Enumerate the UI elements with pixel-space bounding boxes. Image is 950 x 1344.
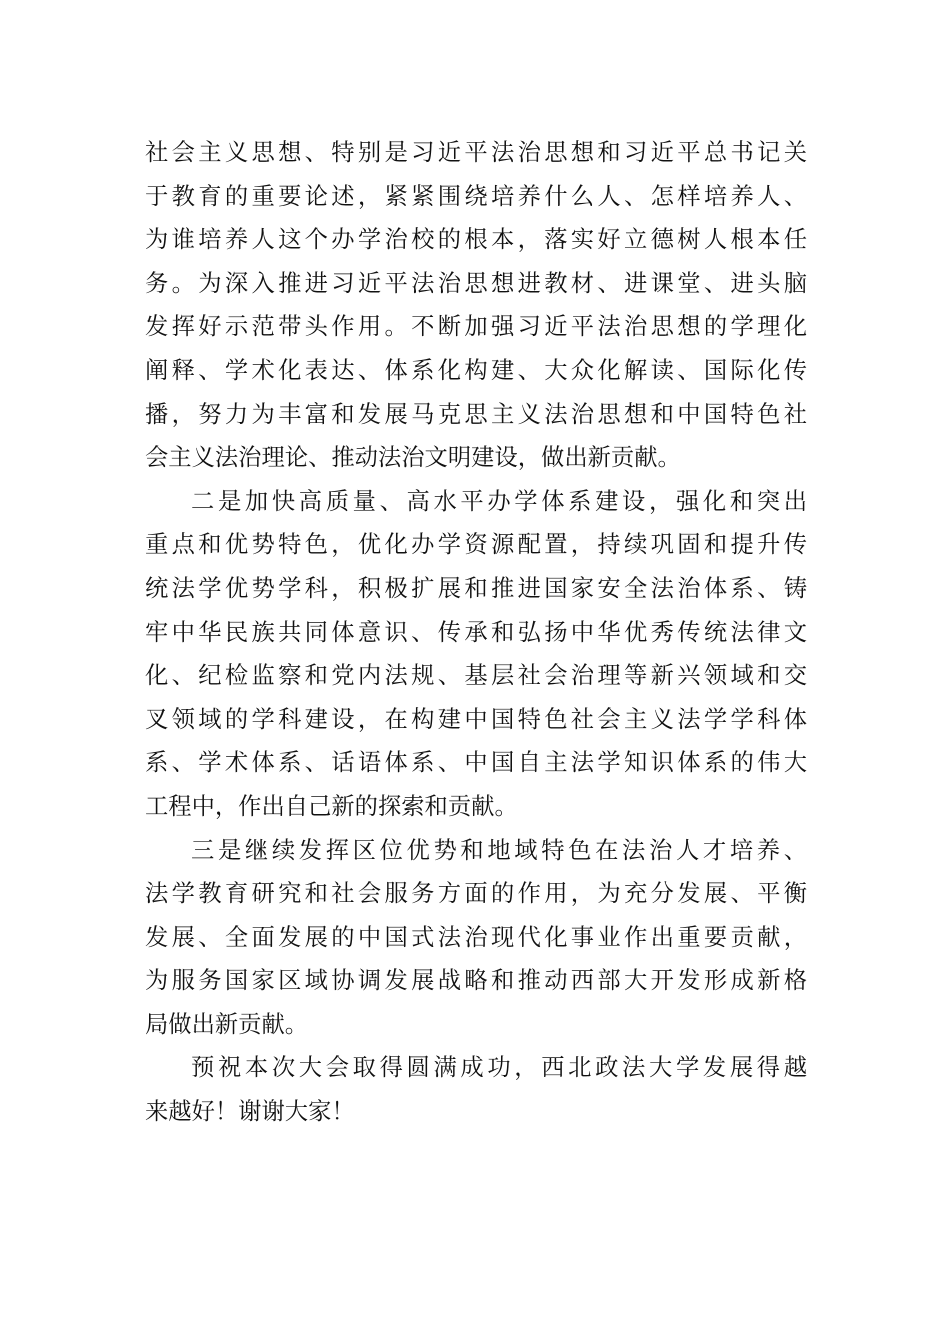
paragraph-line: 来越好！谢谢大家！	[145, 1098, 355, 1126]
paragraph-3	[145, 829, 807, 1047]
paragraph-line: 牢中华民族共同体意识、传承和弘扬中华优秀传统法律文	[145, 618, 807, 646]
paragraph-line: 为谁培养人这个办学治校的根本，落实好立德树人根本任	[145, 226, 807, 254]
paragraph-line: 统法学优势学科，积极扩展和推进国家安全法治体系、铸	[145, 574, 807, 602]
paragraph-line: 局做出新贡献。	[145, 1010, 309, 1038]
paragraph-line: 化、纪检监察和党内法规、基层社会治理等新兴领域和交	[145, 662, 807, 690]
paragraph-line: 预祝本次大会取得圆满成功，西北政法大学发展得越	[191, 1054, 807, 1082]
paragraph-line: 系、学术体系、话语体系、中国自主法学知识体系的伟大	[145, 749, 807, 777]
paragraph-line: 发展、全面发展的中国式法治现代化事业作出重要贡献，	[145, 923, 807, 951]
paragraph-line: 工程中，作出自己新的探索和贡献。	[145, 792, 518, 820]
paragraph-line: 发挥好示范带头作用。不断加强习近平法治思想的学理化	[145, 313, 807, 341]
paragraph-line: 会主义法治理论、推动法治文明建设，做出新贡献。	[145, 444, 681, 472]
paragraph-line: 重点和优势特色，优化办学资源配置，持续巩固和提升传	[145, 531, 807, 559]
paragraph-line: 法学教育研究和社会服务方面的作用，为充分发展、平衡	[145, 880, 807, 908]
paragraph-2	[145, 480, 807, 829]
paragraph-line: 社会主义思想、特别是习近平法治思想和习近平总书记关	[145, 139, 807, 166]
paragraph-line: 务。为深入推进习近平法治思想进教材、进课堂、进头脑	[145, 269, 807, 297]
paragraph-line: 为服务国家区域协调发展战略和推动西部大开发形成新格	[145, 967, 807, 995]
paragraph-4	[145, 1046, 807, 1133]
document-body	[145, 131, 807, 1134]
paragraph-1	[145, 131, 807, 480]
paragraph-line: 二是加快高质量、高水平办学体系建设，强化和突出	[191, 487, 807, 515]
paragraph-line: 叉领域的学科建设，在构建中国特色社会主义法学学科体	[145, 705, 807, 733]
paragraph-line: 于教育的重要论述，紧紧围绕培养什么人、怎样培养人、	[145, 182, 807, 210]
paragraph-line: 三是继续发挥区位优势和地域特色在法治人才培养、	[191, 836, 807, 864]
paragraph-line: 播，努力为丰富和发展马克思主义法治思想和中国特色社	[145, 400, 807, 428]
paragraph-line: 阐释、学术化表达、体系化构建、大众化解读、国际化传	[145, 356, 807, 384]
